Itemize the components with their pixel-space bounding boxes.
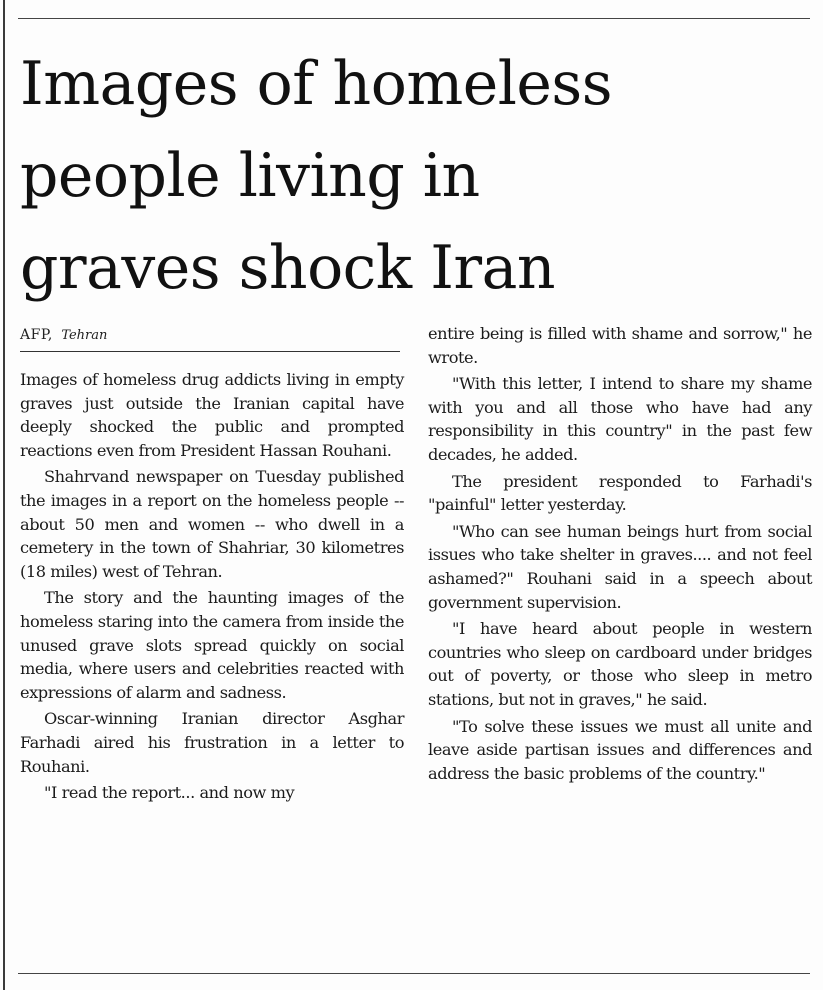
paragraph: The president responded to Farhadi's "painful" letter yesterday. (428, 471, 812, 515)
byline-place: Tehran (61, 328, 108, 343)
paragraph: Oscar-winning Iranian director Asghar Farhadi aired his frustration in a letter to Rouhani. (20, 709, 404, 776)
headline-line: Images of homeless (20, 49, 612, 119)
byline-rule (20, 351, 400, 352)
article-column-left (20, 368, 404, 808)
paragraph: "With this letter, I intend to share my shame with you and all those who have had any responsibility in this country" in the past few decades, he added. (428, 374, 812, 464)
paragraph: The story and the haunting images of the homeless staring into the camera from inside the unused grave slots spread quickly on social media, where users and celebrities reacted with expressions of alarm and sadness. (20, 588, 404, 702)
headline (20, 38, 810, 314)
article-column-right (428, 322, 812, 788)
bottom-rule (18, 973, 810, 974)
headline-line: people living in (20, 141, 480, 211)
clipping-edge (3, 0, 5, 990)
byline-agency: AFP, (20, 327, 53, 343)
headline-line: graves shock Iran (20, 233, 556, 303)
paragraph: "To solve these issues we must all unite and leave aside partisan issues and differences and address the basic problems of the country." (428, 716, 812, 783)
paragraph: Shahrvand newspaper on Tuesday published the images in a report on the homeless people -- about 50 men and women -- who dwell in a cemetery in the town of Shahriar, 30 kilometres (18 miles) west of Tehran. (20, 467, 404, 581)
top-rule (18, 18, 810, 19)
paragraph: "Who can see human beings hurt from social issues who take shelter in graves.... and not feel ashamed?" Rouhani said in a speech about government supervision. (428, 521, 812, 612)
paragraph: entire being is filled with shame and sorrow," he wrote. (428, 324, 812, 367)
paragraph: "I have heard about people in western countries who sleep on cardboard under bridges out of poverty, or those who sleep in metro stations, but not in graves," he said. (428, 619, 812, 709)
paragraph: Images of homeless drug addicts living in empty graves just outside the Iranian capital have deeply shocked the public and prompted reactions even from President Hassan Rouhani. (20, 370, 404, 460)
byline (20, 325, 400, 346)
paragraph: "I read the report... and now my (44, 783, 295, 803)
